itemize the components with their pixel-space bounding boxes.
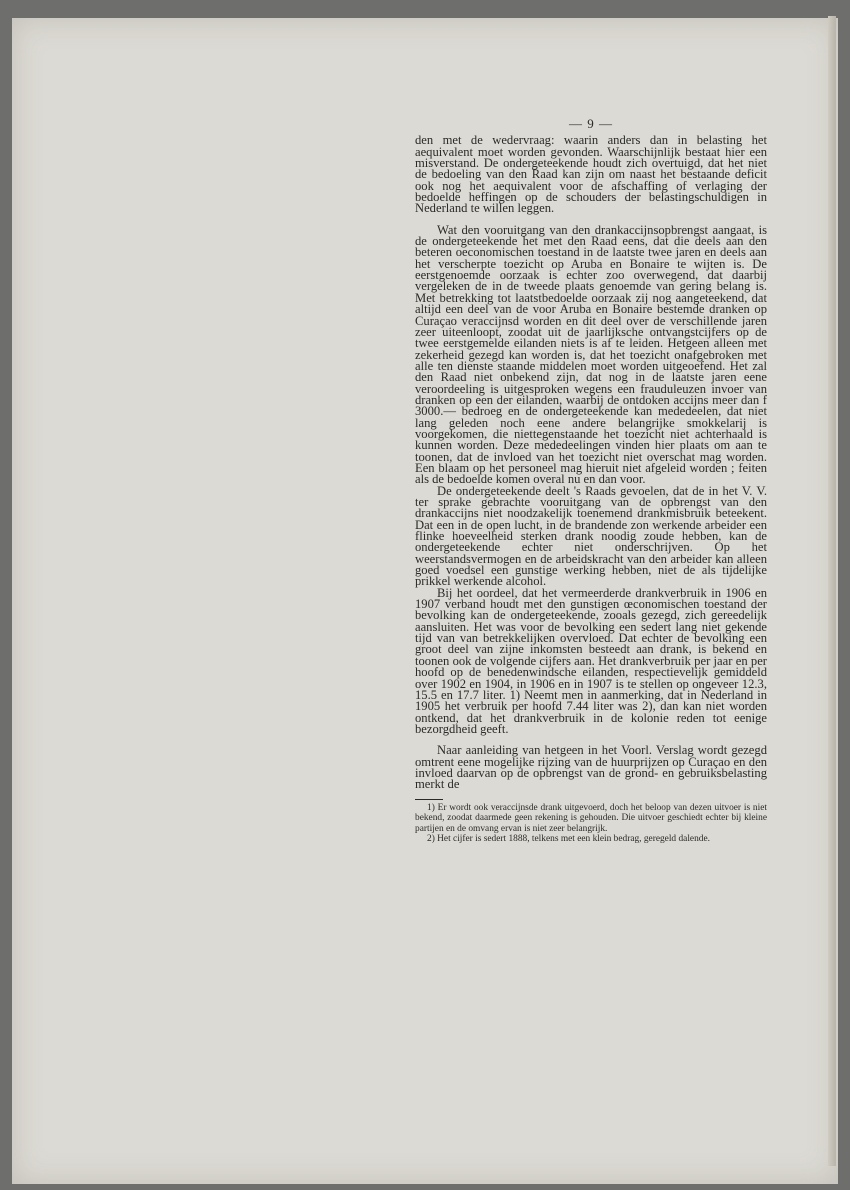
page-number: — 9 — — [569, 116, 613, 131]
paragraph-3: De ondergeteekende deelt 's Raads gevoelen, dat de in het V. V. ter sprake gebrachte vooruitgang van de opbrengst van den drankaccijns niet noodzakelijk toenemend drankmisbruik beteekent. Dat een in de open lucht, in de brandende zon werkende arbeider een flinke hoeveelheid sterken drank noodig zoude hebben, kan de ondergeteekende echter niet onderschrijven. Op het weerstandsvermogen en de arbeidskracht van den arbeider kan alleen goed voedsel een gunstige werking hebben, niet de als tijdelijke prikkel werkende alcohol. — [415, 483, 767, 589]
paragraph-1: den met de wedervraag: waarin anders dan in belasting het aequivalent moet worden gevonden. Waarschijnlijk bestaat hier een misverstand. De ondergeteekende houdt zich overtuigd, dat het niet de bedoeling van den Raad kan zijn om naast het bestaande deficit ook nog het aequivalent voor de afschaffing of verlaging der bedoelde heffingen op de schouders der belastingschuldigen in Nederland te willen leggen. — [415, 133, 767, 216]
page-edge — [828, 16, 836, 1166]
paragraph-4: Bij het oordeel, dat het vermeerderde drankverbruik in 1906 en 1907 verband houdt met den gunstigen œconomischen toestand der bevolking kan de ondergeteekende, zooals gezegd, zich gereedelijk aansluiten. Het was voor de bevolking een sedert lang niet gekende tijd van van betrekkelijken overvloed. Dat echter de bevolking een groot deel van zijne inkomsten besteedt aan drank, is bekend en toonen ook de volgende cijfers aan. Het drankverbruik per jaar en per hoofd op de benedenwindsche eilanden, respectievelijk gemiddeld over 1902 en 1904, in 1906 en in 1907 is te stellen op ongeveer 12.3, 15.5 en 17.7 liter. 1) Neemt men in aanmerking, dat in Nederland in 1905 het verbruik per hoofd 7.44 liter was 2), dan kan niet worden ontkend, dat het drankverbruik in de kolonie reden tot eenige bezorgdheid geeft. — [415, 585, 767, 736]
footnote-2: 2) Het cijfer is sedert 1888, telkens met een klein bedrag, geregeld dalende. — [427, 834, 710, 845]
paragraph-5: Naar aanleiding van hetgeen in het Voorl. Verslag wordt gezegd omtrent eene mogelijke rijzing van de huurprijzen op Curaçao en den invloed daarvan op de opbrengst van de grond- en gebruiksbelasting merkt de — [415, 743, 767, 792]
footnote-rule — [415, 799, 443, 800]
footnote-1: 1) Er wordt ook veraccijnsde drank uitgevoerd, doch het beloop van dezen uitvoer is niet bekend, zoodat daarmede geen rekening is gehouden. Die uitvoer geschiedt echter bij kleine partijen en de omvang ervan is niet zeer belangrijk. — [415, 802, 767, 834]
paragraph-2: Wat den vooruitgang van den drankaccijnsopbrengst aangaat, is de ondergeteekende het met den Raad eens, dat die deels aan den beteren oeconomischen toestand in de laatste twee jaren en deels aan het verscherpte toezicht op Aruba en Bonaire te wijten is. De eerstgenoemde oorzaak is echter zoo overwegend, dat daarbij vergeleken de in de tweede plaats genoemde van gering belang is. Met betrekking tot laatstbedoelde oorzaak zij nog aangeteekend, dat altijd een deel van de voor Aruba en Bonaire bestemde dranken op Curaçao veraccijnsd worden en dit deel over de verschillende jaren zeer uiteenloopt, zoodat uit de jaarlijksche ontvangstcijfers op de twee eerstgemelde eilanden niets is af te leiden. Hetgeen alleen met zekerheid gezegd kan worden is, dat het toezicht onafgebroken met alle ten dienste staande middelen moet worden uitgeoefend. Het zal den Raad niet onbekend zijn, dat nog in de laatste jaren eene veroordeeling is uitgesproken wegens een frauduleuzen invoer van dranken op een der eilanden, waarbij de ontdoken accijns meer dan f 3000.— bedroeg en de ondergeteekende kan mededeelen, dat niet lang geleden noch eene andere belangrijke smokkelarij is voorgekomen, die niettegenstaande het toezicht niet achterhaald is kunnen worden. Deze mededeelingen vinden hier plaats om aan te toonen, dat de invloed van het toezicht niet overschat mag worden. Een blaam op het personeel mag hieruit niet afgeleid worden ; feiten als de bedoelde komen overal nu en dan voor. — [415, 222, 767, 487]
text-column — [415, 118, 767, 845]
